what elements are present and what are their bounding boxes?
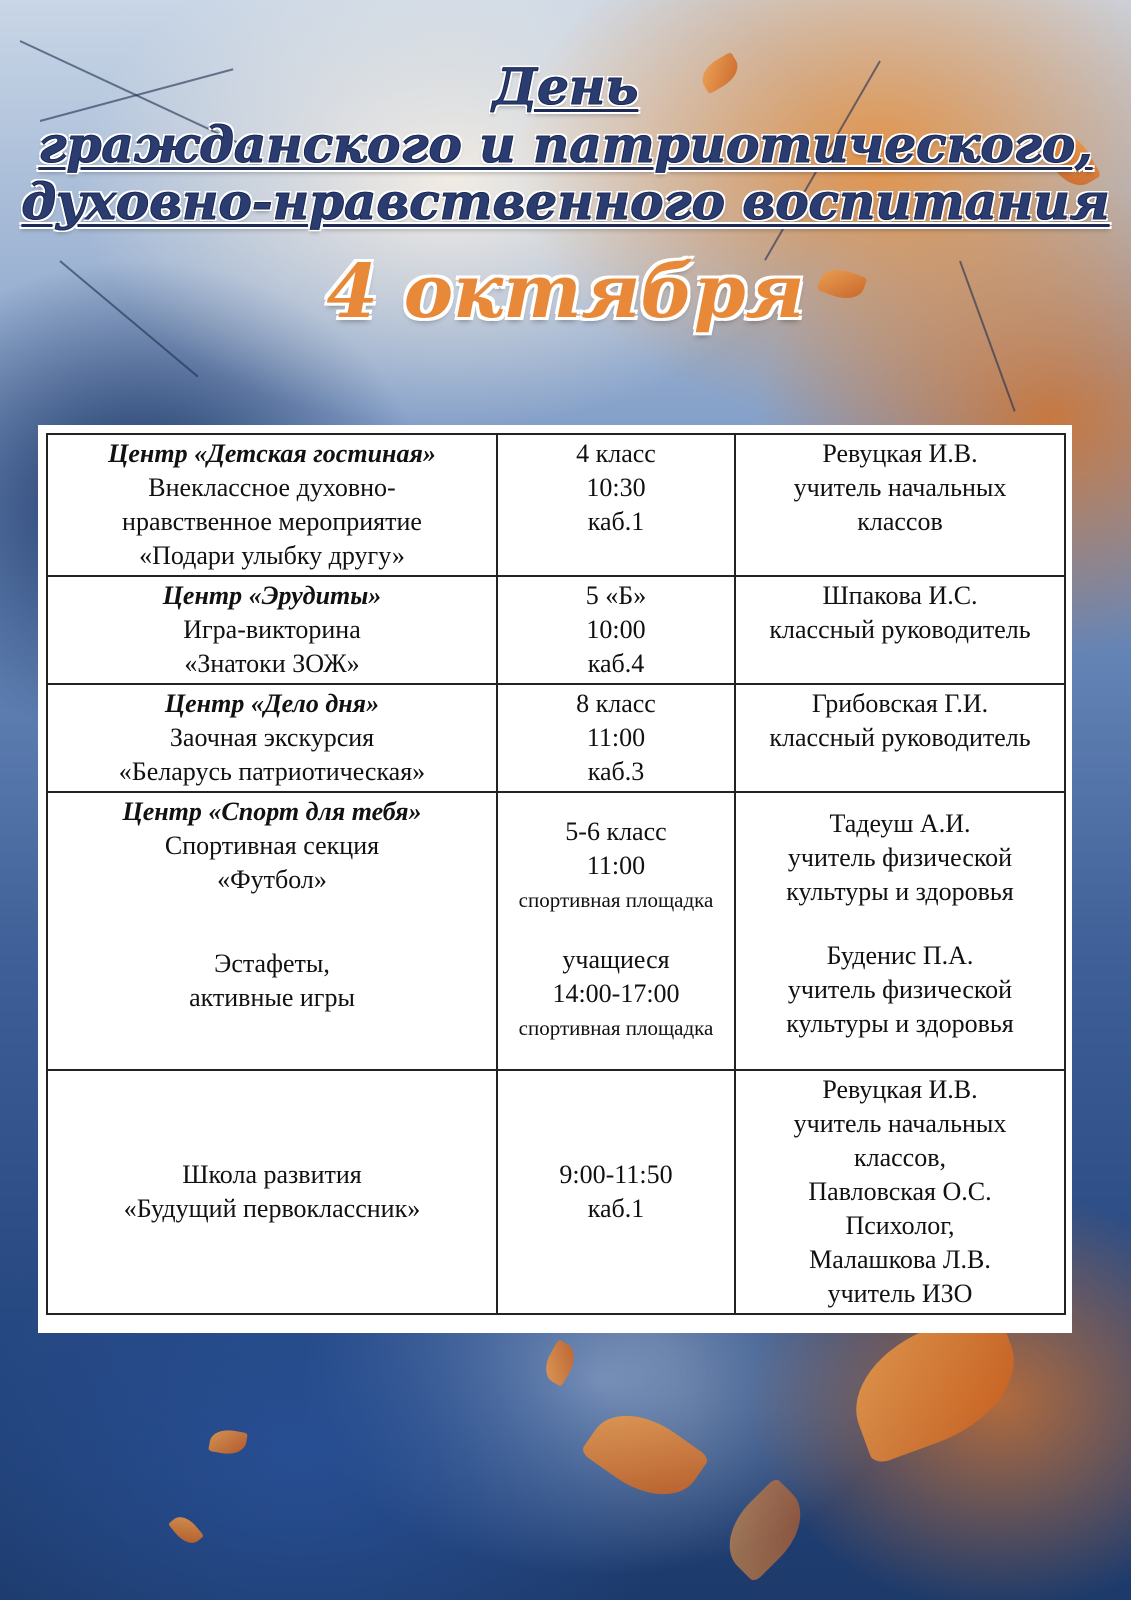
responsible-name: Грибовская Г.И.	[811, 689, 989, 718]
event-time: 10:00	[586, 615, 646, 644]
participants: 4 класс	[576, 439, 656, 468]
responsible-role: классов	[857, 507, 943, 536]
event-text: Школа развития	[182, 1160, 362, 1189]
responsible-role: классный руководитель	[769, 723, 1031, 752]
leaf-icon	[539, 1339, 582, 1387]
event-text: Спортивная секция	[164, 831, 380, 860]
event-text: нравственное мероприятие	[122, 507, 422, 536]
responsible-role: классов,	[853, 1143, 946, 1172]
participants: 5 «Б»	[585, 581, 647, 610]
leaf-icon	[168, 1511, 204, 1548]
event-title: «Знатоки ЗОЖ»	[184, 649, 360, 678]
responsible-name: Павловская О.С.	[808, 1177, 992, 1206]
responsible-cell	[735, 792, 1065, 1070]
event-time: 10:30	[586, 473, 646, 502]
event-cell	[47, 576, 497, 684]
time-cell	[497, 792, 735, 1070]
responsible-name: Тадеуш А.И.	[829, 809, 971, 838]
title-line-3: духовно-нравственного воспитания	[21, 172, 1110, 231]
event-cell	[47, 1070, 497, 1314]
participants: 8 класс	[576, 689, 656, 718]
event-cell	[47, 434, 497, 576]
responsible-cell	[735, 576, 1065, 684]
leaf-icon	[712, 1477, 818, 1583]
time-cell	[497, 576, 735, 684]
event-text: Внеклассное духовно-	[148, 473, 396, 502]
event-cell	[47, 792, 497, 1070]
event-text: Эстафеты,	[214, 949, 330, 978]
responsible-role: учитель начальных	[793, 473, 1007, 502]
leaf-icon	[580, 1395, 710, 1515]
responsible-role: учитель физической	[787, 843, 1013, 872]
schedule-table	[46, 433, 1066, 1315]
event-cell	[47, 684, 497, 792]
participants: учащиеся	[562, 945, 670, 974]
center-name: Центр «Эрудиты»	[162, 581, 382, 610]
table-row	[47, 1070, 1065, 1314]
responsible-role: учитель физической	[787, 975, 1013, 1004]
event-text: Игра-викторина	[183, 615, 361, 644]
table-row	[47, 792, 1065, 1070]
responsible-role: культуры и здоровья	[786, 877, 1014, 906]
event-time: 11:00	[586, 723, 646, 752]
responsible-role: культуры и здоровья	[786, 1009, 1014, 1038]
responsible-role: классный руководитель	[769, 615, 1031, 644]
responsible-name: Ревуцкая И.В.	[822, 1075, 978, 1104]
time-cell	[497, 1070, 735, 1314]
time-cell	[497, 434, 735, 576]
event-title: «Будущий первоклассник»	[123, 1194, 421, 1223]
center-name: Центр «Дело дня»	[164, 689, 380, 718]
responsible-cell	[735, 1070, 1065, 1314]
center-name: Центр «Спорт для тебя»	[122, 797, 422, 826]
responsible-name: Буденис П.А.	[826, 941, 974, 970]
table-row	[47, 576, 1065, 684]
responsible-name: Ревуцкая И.В.	[822, 439, 978, 468]
title-line-1: День	[492, 57, 639, 116]
responsible-name: Шпакова И.С.	[822, 581, 978, 610]
event-time: 14:00-17:00	[552, 979, 680, 1008]
schedule-sheet	[38, 425, 1072, 1333]
event-text: Заочная экскурсия	[169, 723, 375, 752]
participants: 5-6 класс	[565, 817, 667, 846]
time-cell	[497, 684, 735, 792]
title-line-2: гражданского и патриотического,	[38, 114, 1093, 174]
event-title: «Подари улыбку другу»	[139, 541, 405, 570]
event-room: каб.1	[587, 1194, 645, 1223]
leaf-icon	[208, 1427, 248, 1457]
event-date: 4 октября	[326, 248, 805, 335]
poster-header	[0, 58, 1131, 335]
event-room: каб.1	[587, 507, 645, 536]
center-name: Центр «Детская гостиная»	[108, 439, 436, 468]
event-place: спортивная площадка	[518, 1016, 714, 1040]
event-room: каб.4	[587, 649, 645, 678]
event-room: каб.3	[587, 757, 645, 786]
responsible-role: учитель ИЗО	[827, 1279, 973, 1308]
responsible-role: Психолог,	[845, 1211, 955, 1240]
responsible-cell	[735, 684, 1065, 792]
event-title: «Беларусь патриотическая»	[118, 757, 426, 786]
event-text: активные игры	[189, 983, 355, 1012]
event-title: «Футбол»	[217, 865, 327, 894]
responsible-name: Малашкова Л.В.	[809, 1245, 991, 1274]
responsible-role: учитель начальных	[793, 1109, 1007, 1138]
event-time: 9:00-11:50	[559, 1160, 673, 1189]
table-row	[47, 684, 1065, 792]
table-row	[47, 434, 1065, 576]
event-place: спортивная площадка	[518, 888, 714, 912]
event-time: 11:00	[586, 851, 646, 880]
responsible-cell	[735, 434, 1065, 576]
